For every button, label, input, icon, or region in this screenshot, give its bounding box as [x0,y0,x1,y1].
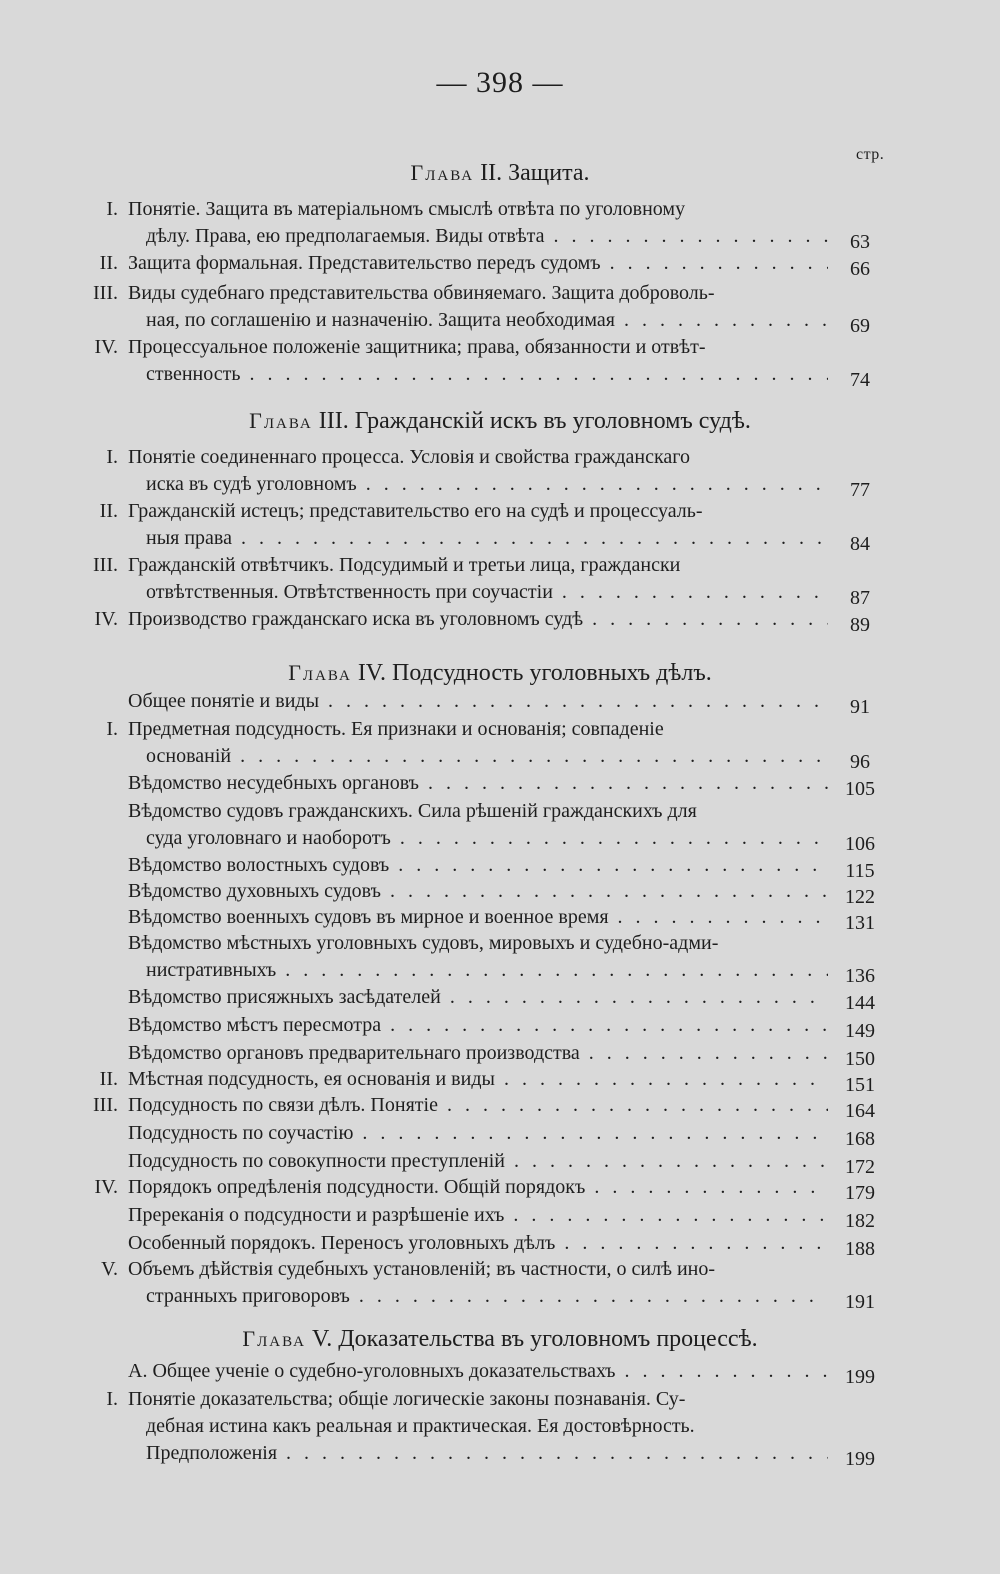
toc-entry-line: дебная истина какъ реальная и практическая. Ея достовѣрность. [146,1415,695,1437]
toc-entry-page: 144 [845,992,875,1014]
toc-entry-text [128,878,828,905]
toc-entry-number: V. [101,1258,118,1280]
toc-entry-text [128,984,828,1011]
toc-entry-text [128,444,828,498]
toc-entry-line: Гражданскій отвѣтчикъ. Подсудимый и третьи лица, граждански [128,554,681,576]
toc-entry-page: 149 [845,1020,875,1042]
toc-entry-page: 69 [850,315,870,337]
toc-entry-line: Вѣдомство органовъ предварительнаго производства . . . [128,1040,828,1067]
toc-entry-text [128,1012,828,1039]
toc-entry-page: 96 [850,751,870,773]
toc-entry-line: Особенный порядокъ. Переносъ уголовныхъ дѣлъ . . . [128,1230,828,1257]
toc-entry-text [128,196,828,250]
toc-entry-page: 164 [845,1100,875,1122]
toc-entry-line: Вѣдомство мѣстныхъ уголовныхъ судовъ, мировыхъ и судебно-адми- [128,932,719,954]
toc-entry-line: Порядокъ опредѣленія подсудности. Общій порядокъ . . . [128,1174,828,1201]
toc-entry-page: 115 [845,860,875,882]
toc-entry-line: Вѣдомство мѣстъ пересмотра . . . [128,1012,828,1039]
toc-entry-line: Общее понятіе и виды . . . [128,688,828,715]
chapter-heading [0,408,1000,435]
toc-entry-number: IV. [94,1176,118,1198]
chapter-heading-title: V. Доказательства въ уголовномъ процессѣ. [306,1326,758,1352]
toc-entry-line: Понятіе. Защита въ матеріальномъ смыслѣ отвѣта по уголовному [128,198,686,220]
toc-entry-number: I. [106,1388,118,1410]
toc-entry-page: 63 [850,231,870,253]
toc-entry-line: Подсудность по совокупности преступленій . . . [128,1148,828,1175]
chapter-heading-word: Глава [249,408,313,433]
chapter-heading [0,1326,1000,1353]
toc-entry-page: 91 [850,696,870,718]
toc-entry-text [128,930,828,984]
toc-entry-page: 87 [850,587,870,609]
toc-entry-text [128,334,828,388]
toc-entry-page: 131 [845,912,875,934]
chapter-heading-title: IV. Подсудность уголовныхъ дѣлъ. [351,660,712,686]
toc-entry-text [128,1092,828,1119]
toc-entry-text [128,498,828,552]
toc-entry-line: иска въ судѣ уголовномъ . . . [128,471,828,498]
toc-entry-line: Виды судебнаго представительства обвиняемаго. Защита доброволь- [128,282,715,304]
toc-entry-page: 151 [845,1074,875,1096]
toc-entry-page: 136 [845,965,875,987]
toc-entry-page: 66 [850,258,870,280]
toc-entry-line: Производство гражданскаго иска въ уголовномъ судѣ . . . [128,606,828,633]
toc-entry-text [128,1386,828,1467]
toc-entry-line: Вѣдомство присяжныхъ засѣдателей . . . [128,984,828,1011]
chapter-heading [0,160,1000,187]
toc-entry-line: Пререканія о подсудности и разрѣшеніе ихъ . . . [128,1202,828,1229]
chapter-heading [0,660,1000,687]
toc-entry-line: Вѣдомство духовныхъ судовъ . . . [128,878,828,905]
toc-entry-text [128,1230,828,1257]
toc-entry-line: Предположенія . . . [128,1440,828,1467]
toc-entry-line: А. Общее ученіе о судебно-уголовныхъ доказательствахъ . . . [128,1358,828,1385]
toc-entry-page: 182 [845,1210,875,1232]
toc-entry-line: Предметная подсудность. Ея признаки и основанія; совпаденіе [128,718,664,740]
chapter-heading-title: III. Гражданскій искъ въ уголовномъ судѣ. [312,408,751,434]
toc-entry-line: отвѣтственныя. Отвѣтственность при соучастіи . . . [128,579,828,606]
toc-entry-page: 199 [845,1448,875,1470]
chapter-heading-title: II. Защита. [474,160,590,186]
toc-entry-page: 179 [845,1182,875,1204]
toc-entry-number: II. [99,500,118,522]
toc-entry-page: 105 [845,778,875,800]
toc-entry-line: Вѣдомство судовъ гражданскихъ. Сила рѣшеній гражданскихъ для [128,800,697,822]
toc-entry-text [128,1066,828,1093]
toc-entry-page: 188 [845,1238,875,1260]
toc-entry-text [128,1120,828,1147]
toc-entry-page: 191 [845,1291,875,1313]
toc-entry-text [128,1256,828,1310]
toc-entry-page: 77 [850,479,870,501]
toc-entry-page: 122 [845,886,875,908]
toc-entry-line: Процессуальное положеніе защитника; права, обязанности и отвѣт- [128,336,706,358]
toc-entry-number: IV. [94,336,118,358]
toc-entry-number: I. [106,718,118,740]
toc-entry-number: III. [93,1094,118,1116]
toc-entry-line: ныя права . . . [128,525,828,552]
toc-entry-text [128,1148,828,1175]
toc-entry-line: Подсудность по соучастію . . . [128,1120,828,1147]
toc-entry-number: II. [99,1068,118,1090]
toc-entry-text [128,798,828,852]
toc-entry-page: 199 [845,1366,875,1388]
toc-entry-text [128,688,828,715]
toc-entry-page: 89 [850,614,870,636]
toc-entry-line: основаній . . . [128,743,828,770]
toc-entry-page: 74 [850,369,870,391]
chapter-heading-word: Глава [242,1326,307,1351]
toc-entry-line: Подсудность по связи дѣлъ. Понятіе . . . [128,1092,828,1119]
toc-entry-line: Вѣдомство волостныхъ судовъ . . . [128,852,828,879]
toc-entry-number: II. [99,252,118,274]
toc-entry-text [128,904,828,931]
toc-entry-number: III. [93,282,118,304]
toc-entry-text [128,250,828,277]
toc-entry-line: странныхъ приговоровъ . . . [128,1283,828,1310]
toc-entry-line: нистративныхъ . . . [128,957,828,984]
toc-entry-line: Понятіе доказательства; общіе логическіе законы познаванія. Су- [128,1388,686,1410]
toc-entry-page: 172 [845,1156,875,1178]
toc-entry-line: Объемъ дѣйствія судебныхъ установленій; въ частности, о силѣ ино- [128,1258,716,1280]
toc-entry-number: I. [106,446,118,468]
toc-entry-text [128,1202,828,1229]
chapter-heading-word: Глава [288,660,352,685]
toc-entry-number: III. [93,554,118,576]
toc-entry-text [128,1040,828,1067]
toc-entry-line: Гражданскій истецъ; представительство его на судѣ и процессуаль- [128,500,703,522]
page-number: — 398 — [436,66,564,99]
toc-entry-page: 106 [845,833,875,855]
toc-entry-text [128,552,828,606]
toc-entry-line: Понятіе соединеннаго процесса. Условія и свойства гражданскаго [128,446,690,468]
toc-entry-text [128,606,828,633]
toc-entry-text [128,852,828,879]
toc-entry-line: Вѣдомство военныхъ судовъ въ мирное и военное время . . . [128,904,828,931]
toc-entry-line: ственность . . . [128,361,828,388]
toc-entry-line: дѣлу. Права, ею предполагаемыя. Виды отвѣта . . . [128,223,828,250]
toc-entry-number: I. [106,198,118,220]
toc-entry-page: 150 [845,1048,875,1070]
toc-entry-line: ная, по соглашенію и назначенію. Защита необходимая . . . [128,307,828,334]
chapter-heading-word: Глава [410,160,475,185]
toc-entry-line: Мѣстная подсудность, ея основанія и виды . . . [128,1066,828,1093]
toc-entry-text [128,280,828,334]
toc-entry-line: Вѣдомство несудебныхъ органовъ . . . [128,770,828,797]
toc-entry-text [128,1358,828,1385]
page-column-label: стр. [856,146,885,163]
toc-entry-page: 84 [850,533,870,555]
toc-entry-line: суда уголовнаго и наоборотъ . . . [128,825,828,852]
toc-entry-text [128,716,828,770]
toc-entry-number: IV. [94,608,118,630]
toc-entry-line: Защита формальная. Представительство передъ судомъ . . . [128,250,828,277]
toc-entry-page: 168 [845,1128,875,1150]
toc-entry-text [128,1174,828,1201]
toc-entry-text [128,770,828,797]
